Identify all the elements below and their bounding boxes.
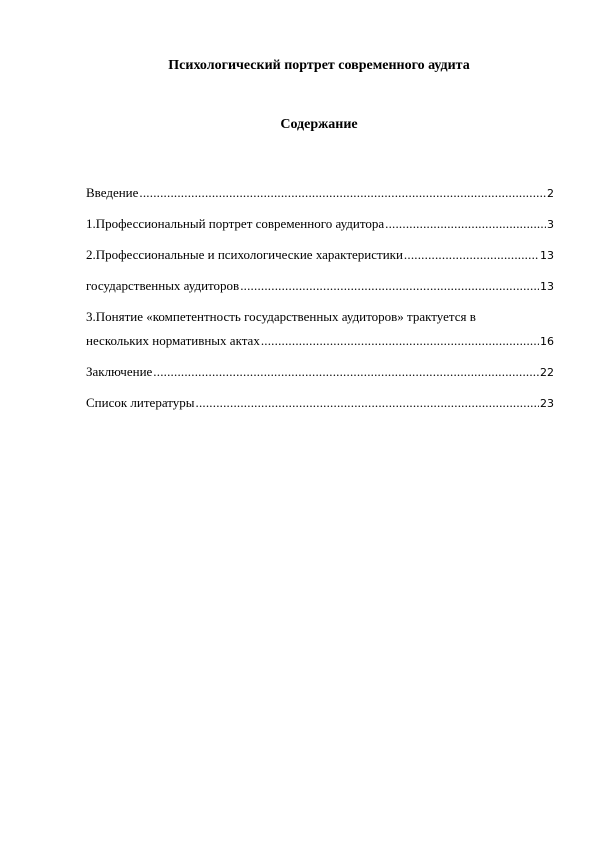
toc-entry-text: государственных аудиторов: [86, 278, 240, 293]
toc-page-number: 22: [540, 366, 554, 379]
toc-dot-leader: [196, 394, 540, 411]
toc-dot-leader: [261, 332, 539, 349]
toc-entry-section-2-continued[interactable]: [86, 277, 554, 294]
toc-dot-leader: [240, 277, 539, 294]
toc-page-number: 13: [540, 280, 554, 293]
table-of-contents: [86, 184, 554, 425]
toc-page-number: 16: [540, 335, 554, 348]
toc-heading: Содержание: [280, 117, 358, 132]
toc-entry-conclusion[interactable]: [86, 363, 554, 380]
toc-entry-text-line-2: нескольких нормативных актах: [86, 333, 260, 348]
toc-entry-text: Заключение: [86, 364, 153, 379]
toc-entry-section-3[interactable]: [86, 308, 554, 349]
toc-dot-leader: [139, 184, 546, 201]
toc-entry-text: Список литературы: [86, 395, 195, 410]
toc-page-number: 2: [547, 187, 554, 200]
toc-dot-leader: [153, 363, 539, 380]
toc-entry-introduction[interactable]: [86, 184, 554, 201]
toc-entry-references[interactable]: [86, 394, 554, 411]
toc-entry-text: Введение: [86, 185, 139, 200]
toc-entry-section-2[interactable]: [86, 246, 554, 263]
toc-page-number: 13: [540, 249, 554, 262]
toc-entry-line-2: [86, 332, 554, 349]
toc-entry-section-1[interactable]: [86, 215, 554, 232]
toc-dot-leader: [385, 215, 546, 232]
toc-page-number: 3: [547, 218, 554, 231]
toc-entry-text: 2.Профессиональные и психологические характеристики: [86, 247, 403, 262]
toc-entry-text-line-1: 3.Понятие «компетентность государственных аудиторов» трактуется в: [86, 309, 476, 324]
toc-page-number: 23: [540, 397, 554, 410]
document-title: Психологический портрет современного аудита: [168, 58, 470, 73]
toc-entry-text: 1.Профессиональный портрет современного аудитора: [86, 216, 385, 231]
toc-dot-leader: [404, 246, 539, 263]
